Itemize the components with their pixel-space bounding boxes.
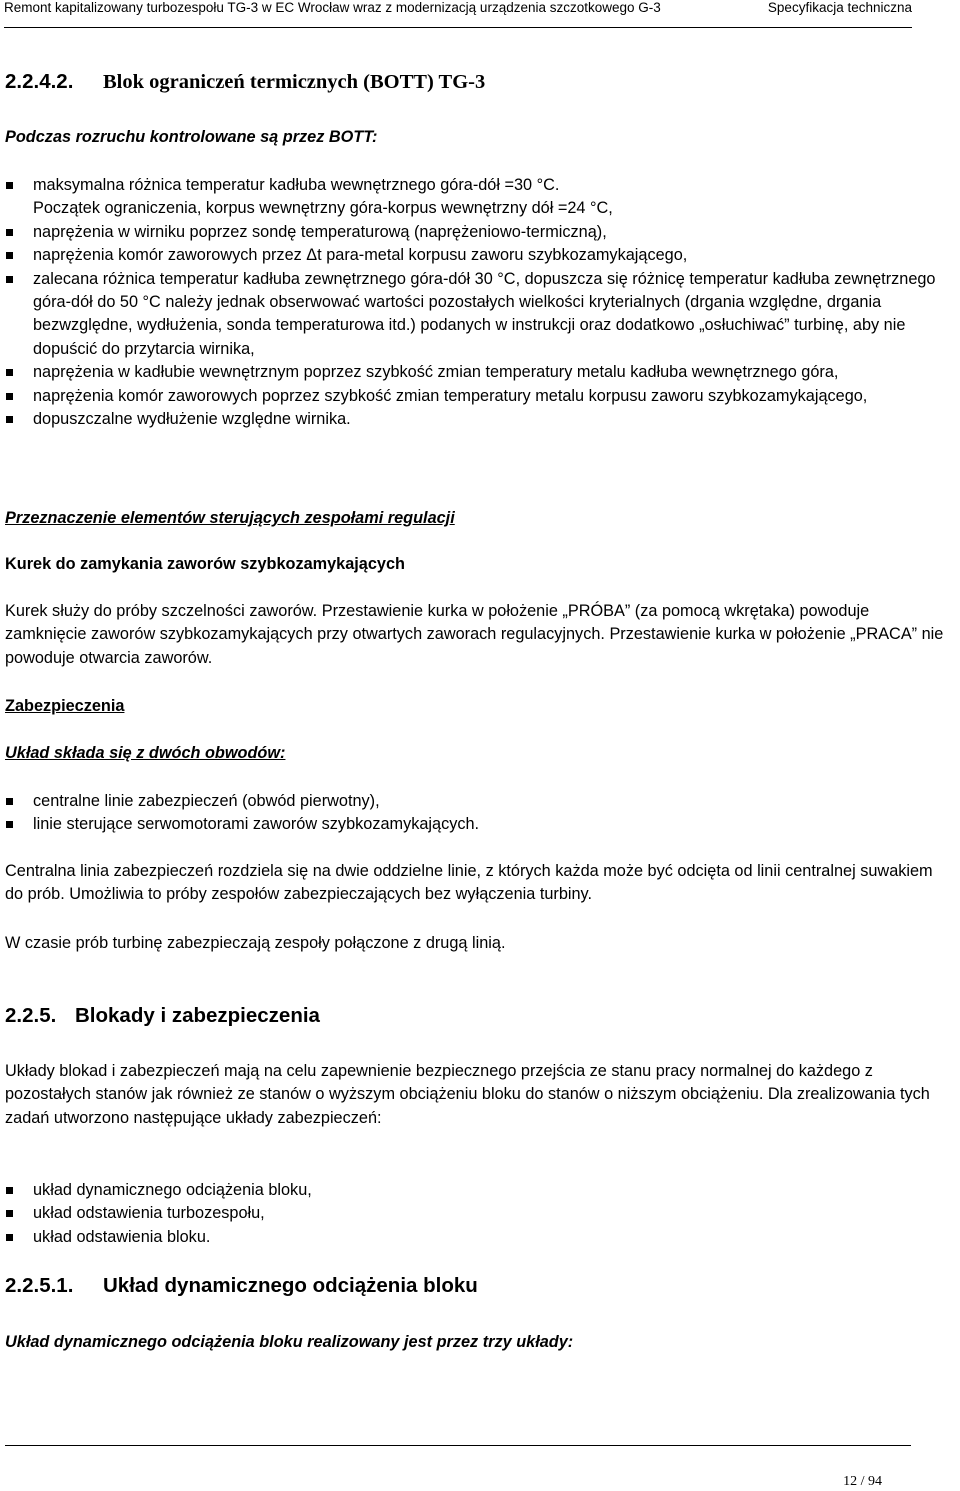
circuits-subheading: Układ składa się z dwóch obwodów: <box>5 744 286 762</box>
interlocks-text: Układy blokad i zabezpieczeń mają na celu zapewnienie bezpiecznego przejścia ze stanu pracy normalnej do każdego z pozostałych stanów jak również ze stanów o wyższym obciążeniu bloku do stanów o niższym obciążeniu. Dla zrealizowania tych zadań utworzono następujące układy zabezpieczeń: <box>5 1062 930 1127</box>
interlocks-list <box>5 1179 955 1249</box>
section-heading-bott <box>5 69 955 95</box>
header-rule <box>4 27 912 28</box>
list-item: naprężenia w wirniku poprzez sondę temperaturową (naprężeniowo-termiczną), <box>5 221 955 244</box>
page-header <box>4 0 912 30</box>
valve-cock-heading: Kurek do zamykania zaworów szybkozamykających <box>5 555 405 573</box>
section-title: Blokady i zabezpieczenia <box>75 1004 320 1027</box>
list-item: naprężenia komór zaworowych poprzez szybkość zmian temperatury metalu korpusu zaworu szybkozamykającego, <box>5 385 955 408</box>
list-item: naprężenia w kadłubie wewnętrznym poprzez szybkość zmian temperatury metalu kadłuba wewnętrznego góra, <box>5 361 955 384</box>
list-item: Początek ograniczenia, korpus wewnętrzny góra-korpus wewnętrzny dół =24 °C, <box>33 199 613 218</box>
section-number: 2.2.5. <box>5 1004 57 1027</box>
list-item: naprężenia komór zaworowych przez Δt para-metal korpusu zaworu szybkozamykającego, <box>5 244 955 267</box>
section-heading-dynamic-unloading <box>5 1273 955 1299</box>
header-document-title: Remont kapitalizowany turbozespołu TG-3 w EC Wrocław wraz z modernizacją urządzenia szczotkowego G-3 <box>4 0 661 15</box>
protections-paragraph-2: W czasie prób turbinę zabezpieczają zespoły połączone z drugą linią. <box>5 934 506 952</box>
header-document-type: Specyfikacja techniczna <box>767 0 912 15</box>
dynamic-unloading-intro: Układ dynamicznego odciążenia bloku realizowany jest przez trzy układy: <box>5 1333 574 1351</box>
section-number: 2.2.4.2. <box>5 70 74 93</box>
list-item: centralne linie zabezpieczeń (obwód pierwotny), <box>5 790 955 813</box>
list-item: układ dynamicznego odciążenia bloku, <box>5 1179 955 1202</box>
protections-paragraph-1: Centralna linia zabezpieczeń rozdziela się na dwie oddzielne linie, z których każda może być odcięta od linii centralnej suwakiem do prób. Umożliwia to próby zespołów zabezpieczających bez wyłączenia turbiny. <box>5 862 933 904</box>
section-title: Układ dynamicznego odciążenia bloku <box>103 1274 478 1297</box>
footer-rule <box>5 1445 911 1446</box>
list-item: układ odstawienia turbozespołu, <box>5 1202 955 1225</box>
circuits-list <box>5 790 955 837</box>
bott-list <box>5 174 955 431</box>
list-item: układ odstawienia bloku. <box>5 1226 955 1249</box>
list-item: maksymalna różnica temperatur kadłuba wewnętrznego góra-dół =30 °C. <box>5 174 955 197</box>
protections-heading: Zabezpieczenia <box>5 697 125 715</box>
list-item: linie sterujące serwomotorami zaworów szybkozamykających. <box>5 813 955 836</box>
section-title: Blok ograniczeń termicznych (BOTT) TG-3 <box>103 71 486 93</box>
bott-intro: Podczas rozruchu kontrolowane są przez BOTT: <box>5 128 378 146</box>
list-item: dopuszczalne wydłużenie względne wirnika. <box>5 408 955 431</box>
list-item: zalecana różnica temperatur kadłuba zewnętrznego góra-dół 30 °C, dopuszcza się różnicę temperatur kadłuba zewnętrznego góra-dół do 50 °C należy jednak obserwować wartości pozostałych wielkości kryterialnych (drgania względne, drgania bezwzględne, wydłużenia, sonda temperaturowa itd.) podanych w instrukcji oraz dodatkowo „osłuchiwać” turbinę, aby nie dopuścić do przytarcia wirnika, <box>5 268 955 362</box>
section-heading-interlocks <box>5 1003 955 1029</box>
section-number: 2.2.5.1. <box>5 1274 74 1297</box>
controls-heading: Przeznaczenie elementów sterujących zespołami regulacji <box>5 509 455 527</box>
page-number: 12 / 94 <box>843 1474 882 1489</box>
valve-cock-text: Kurek służy do próby szczelności zaworów. Przestawienie kurka w położenie „PRÓBA” (za pomocą wkrętaka) powoduje zamknięcie zaworów szybkozamykających przy otwartych zaworach regulacyjnych. Przestawienie kurka w położenie „PRACA” nie powoduje otwarcia zaworów. <box>5 602 944 667</box>
